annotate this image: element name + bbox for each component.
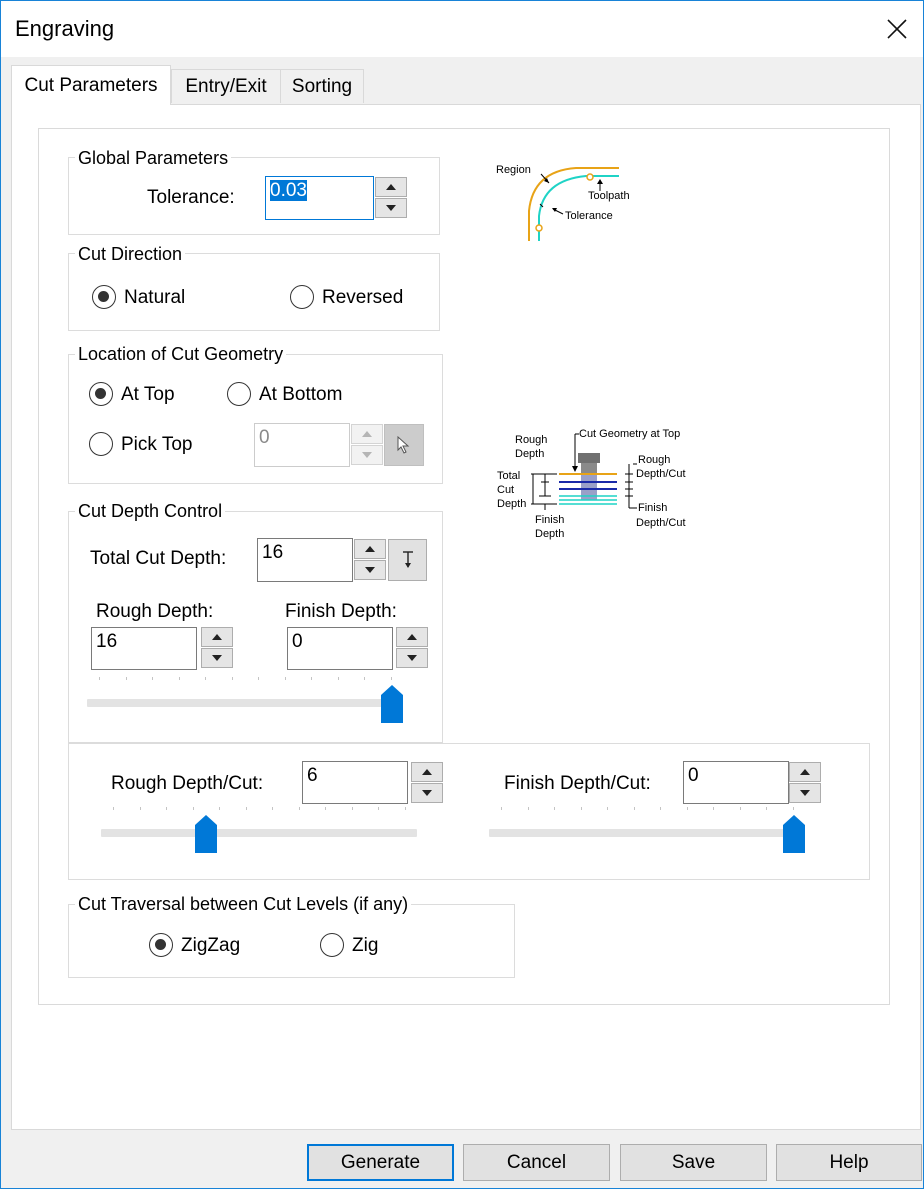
tolerance-diagram [491,156,651,246]
total-cut-depth-value: 16 [262,542,284,563]
window-title: Engraving [15,16,115,41]
slider-tick [166,807,167,810]
slider-thumb[interactable] [783,815,805,853]
slider-tick [713,807,714,810]
spin-down-button[interactable] [351,445,383,465]
slider-tick [126,677,127,680]
total-cut-depth-label: Total Cut Depth: [90,548,227,569]
cursor-arrow-icon [397,436,411,454]
at-top-radio[interactable] [89,382,113,406]
pick-top-input[interactable] [254,423,350,467]
arrow-down-icon [407,655,417,661]
arrow-up-icon [407,634,417,640]
spin-up-button[interactable] [375,177,407,197]
measure-depth-icon [402,550,414,570]
tolerance-value: 0.03 [270,180,307,201]
spin-up-button[interactable] [354,539,386,559]
pick-top-button[interactable] [384,424,424,466]
help-label: Help [829,1151,869,1173]
slider-tick [311,677,312,680]
tolerance-spinner[interactable] [375,177,407,219]
slider-tick [766,807,767,810]
rough-depth-cut-diagram-label-1: Rough [638,454,671,466]
location-title: Location of Cut Geometry [75,344,286,365]
global-parameters-title: Global Parameters [75,148,231,169]
spin-down-button[interactable] [396,648,428,668]
arrow-up-icon [362,431,372,437]
finish-depth-cut-diagram-label-2: Depth/Cut [636,517,686,529]
slider-tick [258,677,259,680]
finish-depth-label: Finish Depth: [285,601,397,622]
slider-tick [391,677,392,680]
natural-radio[interactable] [92,285,116,309]
rough-depth-cut-spinner[interactable] [411,762,443,804]
arrow-up-icon [212,634,222,640]
slider-tick [634,807,635,810]
spin-down-button[interactable] [354,560,386,580]
slider-tick [501,807,502,810]
slider-ticks [489,807,805,811]
rough-depth-spinner[interactable] [201,627,233,669]
rough-depth-diagram-label-1: Rough [515,434,548,446]
help-button[interactable] [776,1144,922,1181]
tolerance-label-diagram: Tolerance [565,210,613,222]
spin-up-button[interactable] [411,762,443,782]
depth-diagram [495,426,695,542]
cut-geometry-at-top-label: Cut Geometry at Top [579,428,681,440]
tolerance-input[interactable] [265,176,374,220]
region-label: Region [496,164,531,176]
slider-tick [338,677,339,680]
slider-thumb[interactable] [195,815,217,853]
slider-tick [687,807,688,810]
at-bottom-label: At Bottom [259,384,343,405]
slider-tick [205,677,206,680]
finish-depth-spinner[interactable] [396,627,428,669]
save-button[interactable] [620,1144,767,1181]
slider-tick [152,677,153,680]
arrow-down-icon [386,205,396,211]
rough-depth-cut-diagram-label-2: Depth/Cut [636,468,686,480]
toolpath-label: Toolpath [588,190,630,202]
slider-tick [793,807,794,810]
slider-tick [554,807,555,810]
finish-depth-cut-label: Finish Depth/Cut: [504,773,651,794]
slider-tick [740,807,741,810]
tab-entry-exit[interactable] [171,69,281,103]
slider-thumb[interactable] [381,685,403,723]
arrow-down-icon [212,655,222,661]
finish-depth-diagram-label-2: Depth [535,528,565,540]
tab-label: Sorting [291,75,353,97]
save-label: Save [671,1151,716,1173]
slider-track [101,829,417,837]
rough-depth-cut-label: Rough Depth/Cut: [111,773,264,794]
finish-depth-cut-diagram-label-1: Finish [638,502,668,514]
zigzag-radio[interactable] [149,933,173,957]
arrow-up-icon [386,184,396,190]
slider-tick [113,807,114,810]
slider-tick [581,807,582,810]
pick-top-spinner[interactable] [351,424,383,466]
slider-tick [246,807,247,810]
title-bar [1,1,923,57]
slider-tick [285,677,286,680]
at-bottom-radio[interactable] [227,382,251,406]
generate-label: Generate [340,1151,421,1173]
total-cut-depth-diagram-label-3: Depth [497,498,527,510]
slider-track [87,699,403,707]
finish-depth-input[interactable] [287,627,393,670]
slider-tick [99,677,100,680]
finish-depth-cut-input[interactable] [683,761,789,804]
close-button[interactable] [877,11,917,47]
finish-depth-diagram-label-1: Finish [535,514,565,526]
traversal-title: Cut Traversal between Cut Levels (if any) [75,894,411,915]
slider-tick [660,807,661,810]
arrow-down-icon [365,567,375,573]
slider-tick [193,807,194,810]
total-cut-depth-input[interactable] [257,538,353,582]
spin-down-button[interactable] [789,783,821,803]
rough-depth-cut-input[interactable] [302,761,408,804]
total-cut-depth-diagram-label-2: Cut [497,484,515,496]
arrow-up-icon [800,769,810,775]
slider-tick [140,807,141,810]
arrow-down-icon [422,790,432,796]
cancel-button[interactable] [463,1144,610,1181]
rough-depth-value: 16 [96,631,118,652]
reversed-radio[interactable] [290,285,314,309]
total-cut-depth-diagram-label-1: Total [497,470,521,482]
close-icon [886,18,908,40]
slider-tick [528,807,529,810]
slider-tick [299,807,300,810]
rough-depth-cut-value: 6 [307,765,318,786]
slider-tick [352,807,353,810]
cut-direction-title: Cut Direction [75,244,185,265]
finish-depth-cut-value: 0 [688,765,699,786]
arrow-down-icon [362,452,372,458]
rough-depth-cut-slider[interactable] [101,807,417,853]
rough-depth-input[interactable] [91,627,197,670]
slider-tick [405,807,406,810]
finish-depth-cut-spinner[interactable] [789,762,821,804]
tab-cut-parameters[interactable] [11,65,171,105]
arrow-down-icon [800,790,810,796]
zigzag-label: ZigZag [181,935,241,956]
slider-ticks [87,677,403,681]
depth-split-slider[interactable] [87,677,403,723]
spin-down-button[interactable] [411,783,443,803]
slider-tick [607,807,608,810]
pick-top-radio[interactable] [89,432,113,456]
arrow-up-icon [365,546,375,552]
cancel-label: Cancel [506,1151,567,1173]
slider-tick [219,807,220,810]
rough-depth-label: Rough Depth: [96,601,214,622]
finish-depth-cut-slider[interactable] [489,807,805,853]
tolerance-label: Tolerance: [147,187,235,208]
cut-depth-title: Cut Depth Control [75,501,225,522]
tab-label: Entry/Exit [185,75,267,97]
tab-sorting[interactable] [280,69,364,103]
finish-depth-value: 0 [292,631,303,652]
natural-label: Natural [124,287,186,308]
spin-up-button[interactable] [201,627,233,647]
spin-up-button[interactable] [351,424,383,444]
spin-up-button[interactable] [396,627,428,647]
total-cut-depth-spinner[interactable] [354,539,386,581]
slider-tick [325,807,326,810]
spin-down-button[interactable] [375,198,407,218]
zig-radio[interactable] [320,933,344,957]
slider-track [489,829,805,837]
rough-depth-diagram-label-2: Depth [515,448,545,460]
arrow-up-icon [422,769,432,775]
spin-up-button[interactable] [789,762,821,782]
slider-tick [378,807,379,810]
measure-depth-button[interactable] [388,539,427,581]
slider-tick [364,677,365,680]
slider-tick [272,807,273,810]
slider-tick [179,677,180,680]
pick-top-value: 0 [259,427,270,448]
reversed-label: Reversed [322,287,404,308]
spin-down-button[interactable] [201,648,233,668]
slider-tick [232,677,233,680]
traversal-group [68,904,515,978]
tab-label: Cut Parameters [24,74,158,96]
generate-button[interactable] [307,1144,454,1181]
pick-top-label: Pick Top [121,434,193,455]
slider-ticks [101,807,417,811]
zig-label: Zig [352,935,379,956]
at-top-label: At Top [121,384,175,405]
